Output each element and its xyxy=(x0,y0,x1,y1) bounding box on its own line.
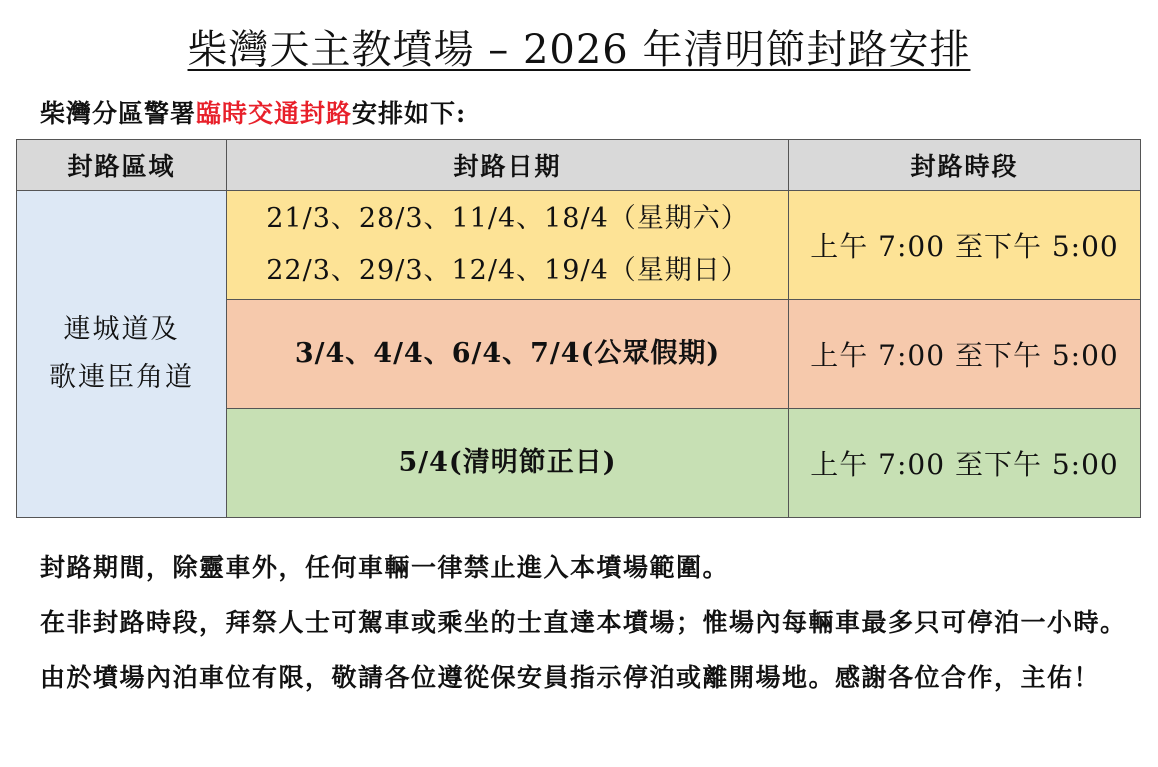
date-line: 5/4(清明節正日) xyxy=(398,447,617,478)
closure-area-cell xyxy=(17,191,227,518)
closure-time-cell: 上午 7:00 至下午 5:00 xyxy=(789,300,1141,409)
closure-date-cell xyxy=(227,409,789,518)
closure-date-cell xyxy=(227,300,789,409)
area-line: 連城道及 xyxy=(63,314,180,345)
date-line: 21/3、28/3、11/4、18/4（星期六） xyxy=(266,203,749,234)
intro-highlight: 臨時交通封路 xyxy=(196,99,353,128)
header-time: 封路時段 xyxy=(789,140,1141,191)
date-line: 3/4、4/4、6/4、7/4(公眾假期) xyxy=(294,338,721,369)
header-date: 封路日期 xyxy=(227,140,789,191)
notes-section xyxy=(40,540,1140,705)
table-header-row xyxy=(17,140,1141,191)
closure-time-cell: 上午 7:00 至下午 5:00 xyxy=(789,409,1141,518)
closure-date-cell xyxy=(227,191,789,300)
area-line: 歌連臣角道 xyxy=(49,362,194,393)
note-paragraph: 在非封路時段，拜祭人士可駕車或乘坐的士直達本墳場；惟場內每輛車最多只可停泊一小時。由於墳場內泊車位有限，敬請各位遵從保安員指示停泊或離開場地。感謝各位合作，主佑！ xyxy=(40,608,1127,692)
header-area: 封路區域 xyxy=(17,140,227,191)
page-title xyxy=(0,24,1158,76)
date-line: 22/3、29/3、12/4、19/4（星期日） xyxy=(266,255,749,286)
intro-suffix: 安排如下: xyxy=(352,99,467,128)
intro-line xyxy=(40,96,466,132)
page-title-text: 柴灣天主教墳場 – 2026 年清明節封路安排 xyxy=(187,27,971,73)
table-row xyxy=(17,191,1141,300)
note-paragraph: 封路期間，除靈車外，任何車輛一律禁止進入本墳場範圍。 xyxy=(40,553,730,582)
closure-time-cell: 上午 7:00 至下午 5:00 xyxy=(789,191,1141,300)
road-closure-table xyxy=(16,139,1141,518)
intro-prefix: 柴灣分區警署 xyxy=(40,99,197,128)
